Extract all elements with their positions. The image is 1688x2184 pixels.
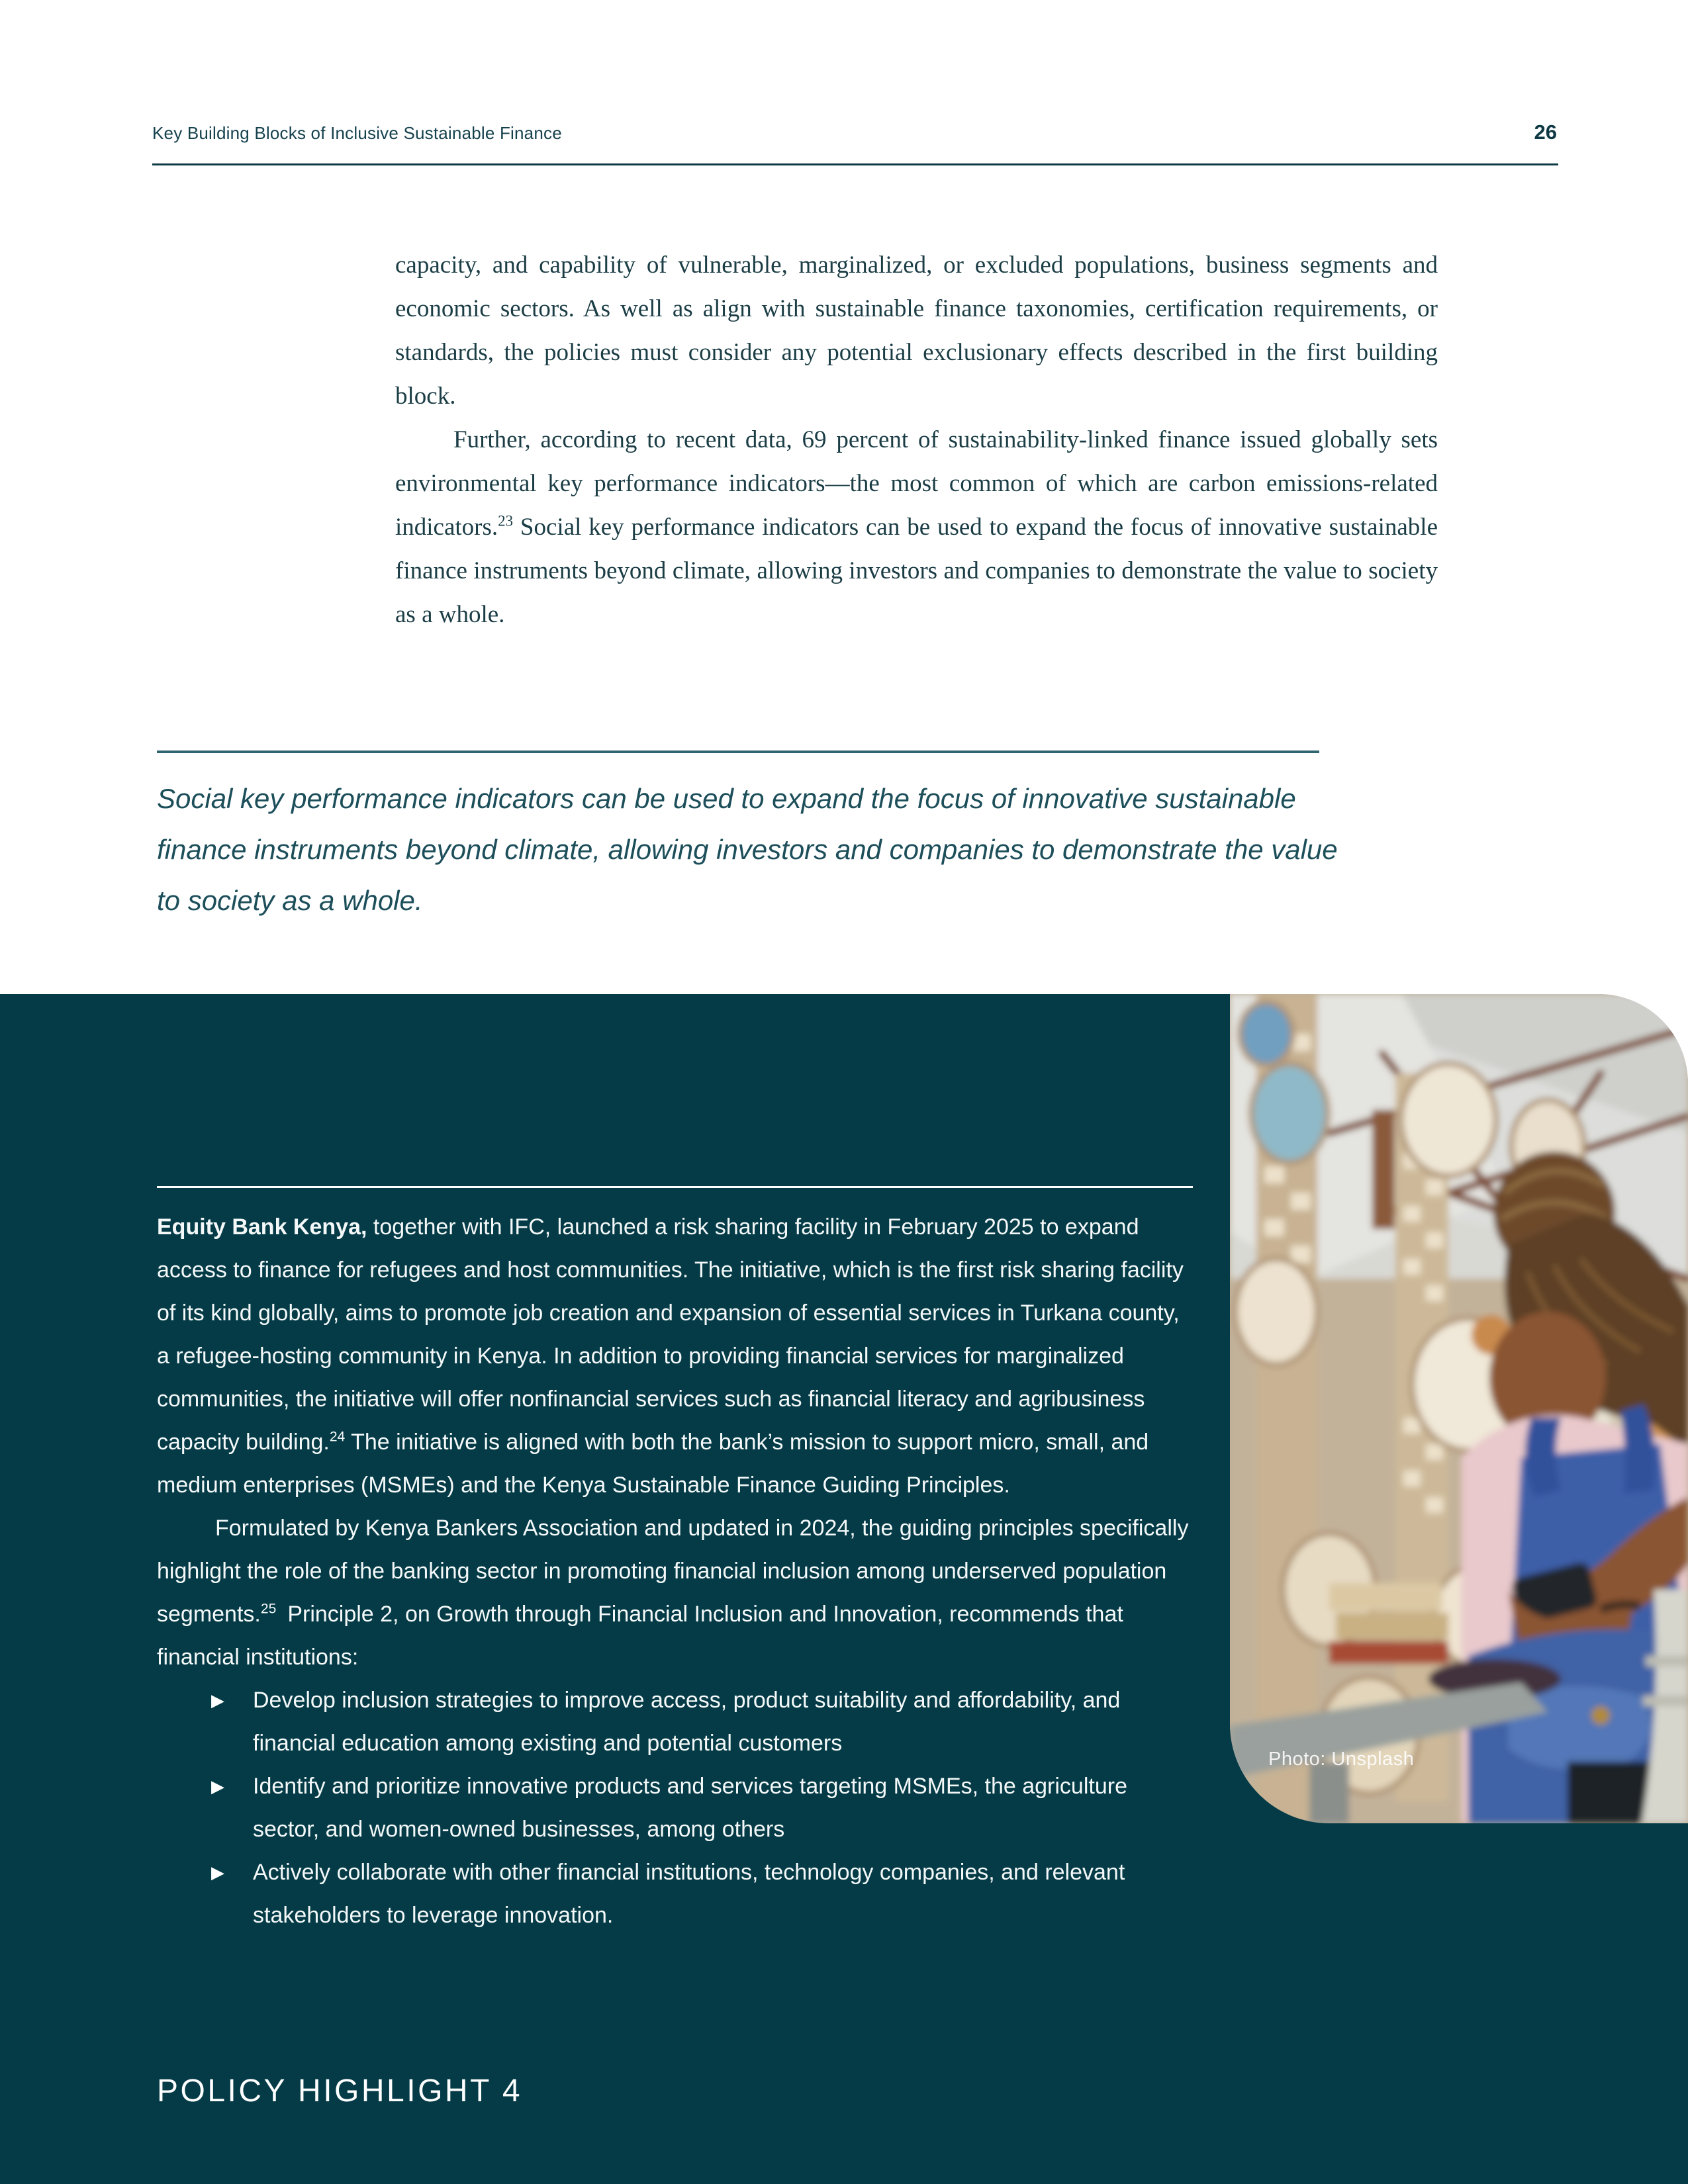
recommendation-list — [157, 1679, 1197, 1937]
policy-paragraph: Formulated by Kenya Bankers Association and updated in 2024, the guiding principles specifically highlight the role of the banking sector in promoting financial inclusion among underserved population segments.$^{25}$ Principle 2, on Growth through Financial Inclusion and Innovation, recommends that financial institutions: — [157, 1516, 1189, 1670]
photo-credit: Photo: Unsplash — [1268, 1749, 1415, 1770]
policy-highlight-title: POLICY HIGHLIGHT 4 — [157, 2073, 523, 2109]
bullet-triangle-icon: ▶ — [211, 1776, 224, 1796]
body-paragraph: capacity, and capability of vulnerable, marginalized, or excluded populations, business segments and economic sectors. As well as align with sustainable finance taxonomies, certification requirements, or standards, the policies must consider any potential exclusionary effects described in the first building block. — [395, 251, 1438, 410]
pull-quote: Social key performance indicators can be used to expand the focus of innovative sustainable finance instruments beyond climate, allowing investors and companies to demonstrate the value to society as a whole. — [157, 783, 1338, 916]
body-text-column — [395, 244, 1438, 637]
list-item-text: Develop inclusion strategies to improve access, product suitability and affordability, and financial education among existing and potential customers — [253, 1688, 1121, 1756]
list-item — [157, 1679, 1197, 1765]
list-item-text: Actively collaborate with other financial institutions, technology companies, and relevant stakeholders to leverage innovation. — [253, 1860, 1125, 1928]
header-rule — [152, 163, 1558, 165]
policy-highlight-text — [157, 1206, 1197, 1937]
running-head: Key Building Blocks of Inclusive Sustainable Finance — [152, 123, 562, 143]
body-paragraph: Further, according to recent data, 69 percent of sustainability-linked finance issued globally sets environmental key performance indicators—the most common of which are carbon emissions-related indicators.$^{23}$ Social key performance indicators can be used to expand the focus of innovative sustainable finance instruments beyond climate, allowing investors and companies to demonstrate the value to society as a whole. — [395, 426, 1438, 628]
list-item — [157, 1765, 1197, 1851]
page-number: 26 — [1534, 120, 1557, 144]
policy-title-rule — [157, 1186, 1193, 1188]
policy-paragraph: Equity Bank Kenya, together with IFC, launched a risk sharing facility in February 2025 to expand access to finance for refugees and host communities. The initiative, which is the first risk sharing facility of its kind globally, aims to promote job creation and expansion of essential services in Turkana county, a refugee-hosting community in Kenya. In addition to providing financial services for marginalized communities, the initiative will offer nonfinancial services such as financial literacy and agribusiness capacity building.$^{24}$ The initiative is aligned with both the bank’s mission to support micro, small, and medium enterprises (MSMEs) and the Kenya Sustainable Finance Guiding Principles. — [157, 1214, 1184, 1498]
pull-quote-rule — [157, 751, 1319, 753]
list-item-text: Identify and prioritize innovative products and services targeting MSMEs, the agriculture sector, and women-owned businesses, among others — [253, 1774, 1127, 1842]
bullet-triangle-icon: ▶ — [211, 1690, 224, 1710]
market-photo — [1230, 994, 1688, 1823]
market-photo-illustration — [1230, 994, 1688, 1823]
bullet-triangle-icon: ▶ — [211, 1862, 224, 1882]
list-item — [157, 1851, 1197, 1937]
